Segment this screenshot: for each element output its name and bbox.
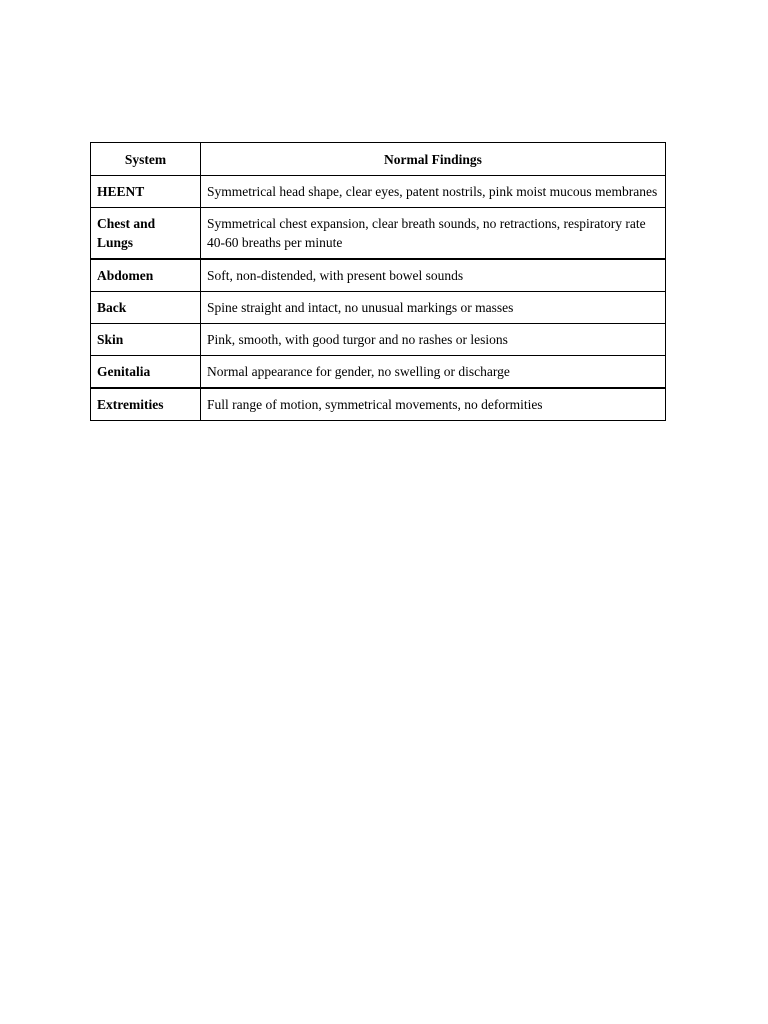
system-cell: HEENT [91,176,201,208]
findings-cell: Spine straight and intact, no unusual markings or masses [201,292,666,324]
table-row [91,208,666,260]
table-row [91,176,666,208]
system-cell: Abdomen [91,259,201,292]
findings-cell: Soft, non-distended, with present bowel sounds [201,259,666,292]
header-system: System [91,143,201,176]
findings-cell: Normal appearance for gender, no swelling or discharge [201,356,666,389]
table-row [91,292,666,324]
system-cell: Genitalia [91,356,201,389]
table-row [91,324,666,356]
normal-findings-table [90,142,666,421]
table-header-row [91,143,666,176]
table-row [91,259,666,292]
system-cell: Chest and Lungs [91,208,201,260]
system-cell: Extremities [91,388,201,421]
table-row [91,388,666,421]
findings-cell: Full range of motion, symmetrical movements, no deformities [201,388,666,421]
findings-cell: Symmetrical head shape, clear eyes, patent nostrils, pink moist mucous membranes [201,176,666,208]
findings-cell: Symmetrical chest expansion, clear breath sounds, no retractions, respiratory rate 40-60 breaths per minute [201,208,666,260]
system-cell: Back [91,292,201,324]
system-cell: Skin [91,324,201,356]
header-normal-findings: Normal Findings [201,143,666,176]
findings-cell: Pink, smooth, with good turgor and no rashes or lesions [201,324,666,356]
table-row [91,356,666,389]
